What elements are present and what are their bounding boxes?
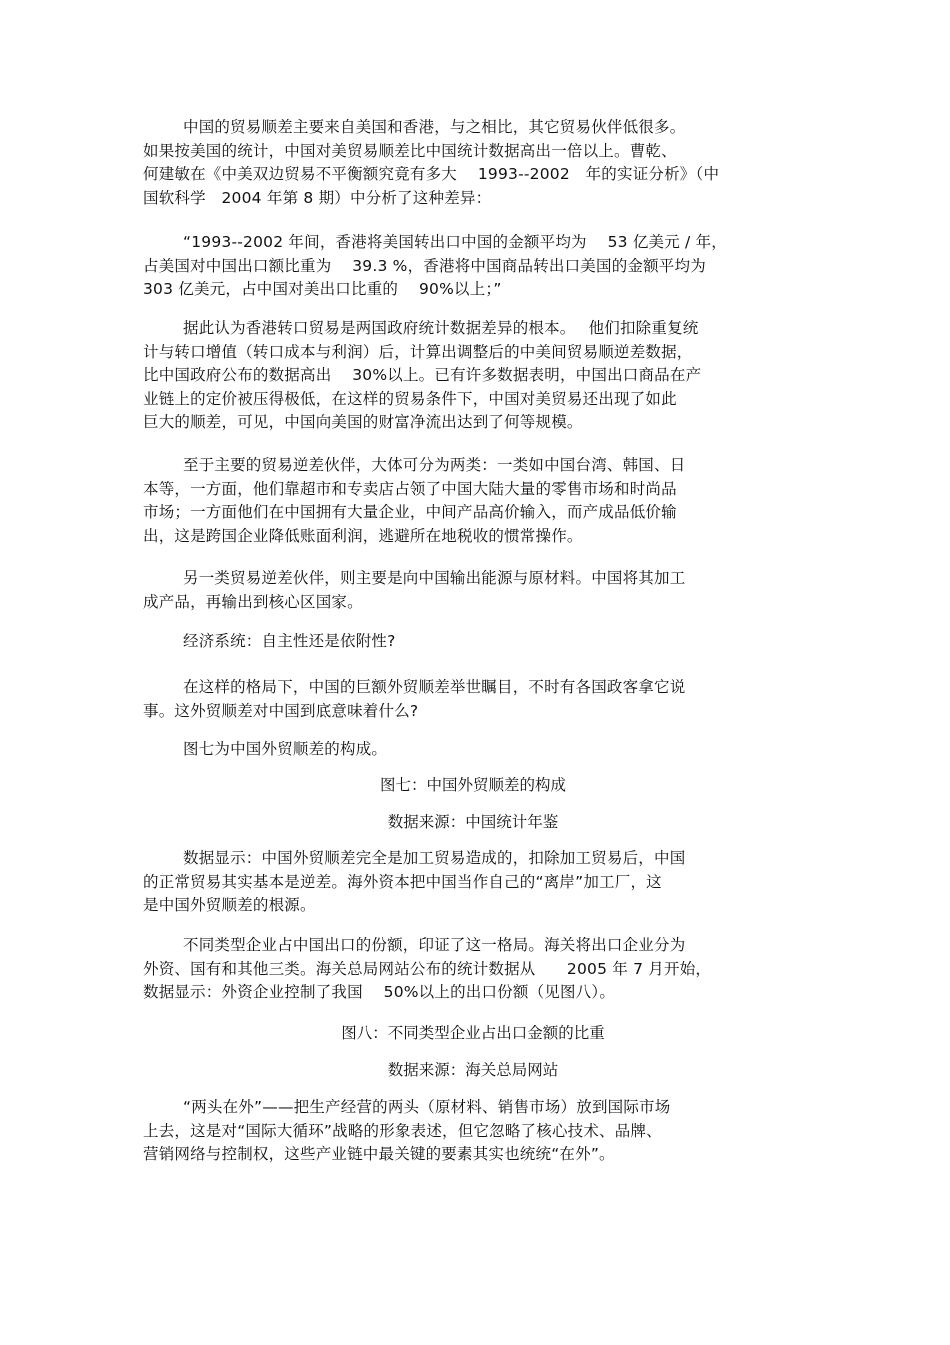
figure7-source: 数据来源：中国统计年鉴 — [387, 813, 559, 831]
text-line: 如果按美国的统计，中国对美贸易顺差比中国统计数据高出一倍以上。曹乾、 — [143, 141, 677, 160]
text-line: 另一类贸易逆差伙伴，则主要是向中国输出能源与原材料。中国将其加工 — [183, 569, 686, 587]
figure7-caption: 图七：中国外贸顺差的构成 — [379, 776, 566, 794]
text-line: 计与转口增值（转口成本与利润）后，计算出调整后的中美间贸易顺逆差数据， — [143, 342, 693, 361]
text-line: 据此认为香港转口贸易是两国政府统计数据差异的根本。 他们扣除重复统 — [183, 319, 699, 337]
paragraph-processing-trade — [143, 847, 803, 918]
paragraph-two-ends-outside — [143, 1096, 803, 1167]
text-line: 营销网络与控制权，这些产业链中最关键的要素其实也统统“在外”。 — [143, 1145, 615, 1163]
section-heading-text: 经济系统：自主性还是依附性? — [183, 632, 396, 650]
figure8-source: 数据来源：海关总局网站 — [387, 1061, 559, 1079]
text-line: 国软科学 2004 年第 8 期）中分析了这种差异： — [143, 188, 492, 207]
text-line: 至于主要的贸易逆差伙伴，大体可分为两类：一类如中国台湾、韩国、日 — [183, 456, 686, 474]
text-line: 占美国对中国出口额比重为 39.3 %，香港将中国商品转出口美国的金额平均为 — [143, 256, 706, 275]
text-line: 巨大的顺差，可见，中国向美国的财富净流出达到了何等规模。 — [143, 413, 583, 431]
text-line: 成产品，再输出到核心区国家。 — [143, 592, 363, 611]
text-line: 是中国外贸顺差的根源。 — [143, 896, 316, 914]
section-heading — [143, 630, 803, 654]
text-line: 外资、国有和其他三类。海关总局网站公布的统计数据从 2005 年 7 月开始， — [143, 959, 712, 978]
text-line: 图七为中国外贸顺差的构成。 — [183, 740, 388, 758]
text-line: 不同类型企业占中国出口的份额，印证了这一格局。海关将出口企业分为 — [183, 936, 686, 954]
text-line: 比中国政府公布的数据高出 30%以上。已有许多数据表明，中国出口商品在产 — [143, 366, 702, 384]
figure8-caption: 图八：不同类型企业占出口金额的比重 — [341, 1024, 605, 1042]
text-line: 303 亿美元，占中国对美出口比重的 90%以上；” — [143, 280, 502, 298]
text-line: 在这样的格局下，中国的巨额外贸顺差举世瞩目，不时有各国政客拿它说 — [183, 678, 686, 696]
paragraph-surplus-meaning — [143, 676, 803, 723]
text-line: 出，这是跨国企业降低账面利润，逃避所在地税收的惯常操作。 — [143, 526, 583, 545]
text-line: 市场；一方面他们在中国拥有大量企业，中间产品高价输入，而产成品低价输 — [143, 503, 677, 521]
text-line: “两头在外”——把生产经营的两头（原材料、销售市场）放到国际市场 — [183, 1098, 671, 1116]
text-line: 本等，一方面，他们靠超市和专卖店占领了中国大陆大量的零售市场和时尚品 — [143, 479, 677, 498]
text-line: 的正常贸易其实基本是逆差。海外资本把中国当作自己的“离岸”加工厂，这 — [143, 872, 662, 891]
paragraph-statistical-difference — [143, 317, 803, 435]
paragraph-enterprise-share — [143, 934, 803, 1005]
paragraph-deficit-partners — [143, 454, 803, 548]
text-line: 上去，这是对“国际大循环”战略的形象表述，但它忽略了核心技术、品牌、 — [143, 1121, 662, 1140]
text-line: 事。这外贸顺差对中国到底意味着什么? — [143, 701, 419, 720]
text-line: “1993--2002 年间，香港将美国转出口中国的金额平均为 53 亿美元 / 年， — [183, 233, 727, 251]
text-line: 业链上的定价被压得极低，在这样的贸易条件下，中国对美贸易还出现了如此 — [143, 389, 677, 408]
text-line: 中国的贸易顺差主要来自美国和香港，与之相比，其它贸易伙伴低很多。 — [183, 118, 686, 136]
text-line: 何建敏在《中美双边贸易不平衡额究竟有多大 1993--2002 年的实证分析》（中 — [143, 165, 720, 183]
paragraph-trade-surplus-sources — [143, 116, 803, 210]
text-line: 数据显示：外资企业控制了我国 50%以上的出口份额（见图八）。 — [143, 983, 616, 1001]
paragraph-quote-hongkong — [143, 231, 803, 302]
paragraph-figure7-intro — [143, 738, 803, 762]
paragraph-resource-partners — [143, 567, 803, 614]
text-line: 数据显示：中国外贸顺差完全是加工贸易造成的，扣除加工贸易后，中国 — [183, 849, 686, 867]
